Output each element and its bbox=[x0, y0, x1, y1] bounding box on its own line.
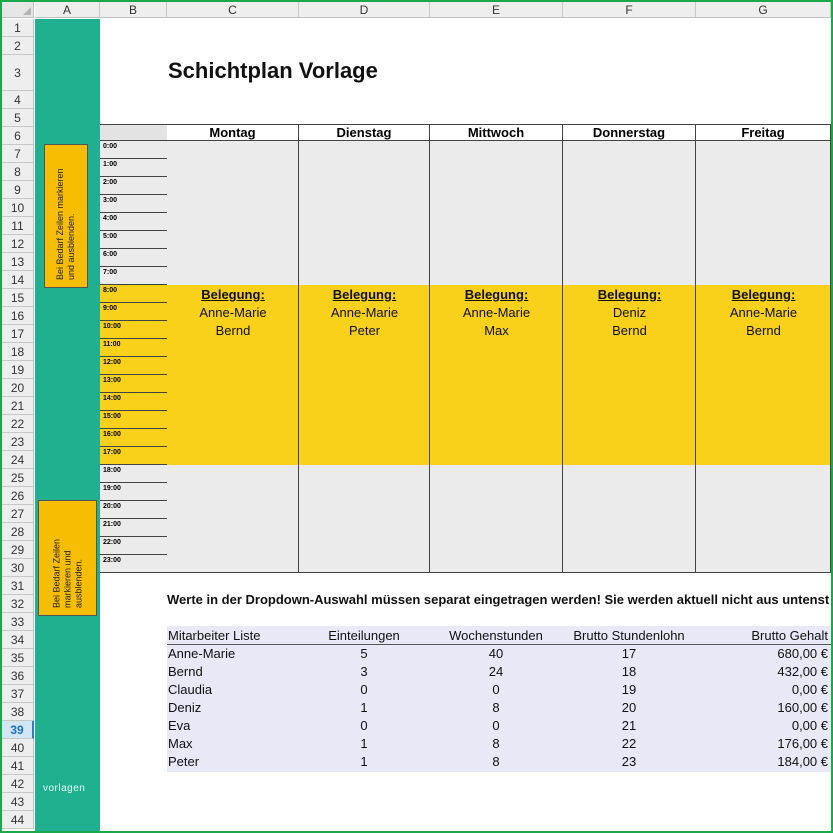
staff-value-cell[interactable]: 432,00 € bbox=[777, 664, 828, 679]
select-all-button[interactable] bbox=[2, 2, 34, 18]
assigned-employee[interactable]: Bernd bbox=[612, 323, 647, 338]
staff-value-cell[interactable]: 8 bbox=[492, 754, 500, 769]
row-header-16[interactable]: 16 bbox=[2, 307, 34, 325]
assigned-employee[interactable]: Deniz bbox=[612, 305, 647, 320]
assigned-employee[interactable]: Bernd bbox=[215, 323, 251, 338]
empty-slot[interactable] bbox=[299, 141, 430, 285]
assigned-employee[interactable]: Anne-Marie bbox=[330, 305, 399, 320]
shift-assignment[interactable] bbox=[299, 286, 430, 340]
staff-value-cell[interactable]: 0 bbox=[360, 718, 368, 733]
row-header-25[interactable]: 25 bbox=[2, 469, 34, 487]
hint-note-bottom[interactable] bbox=[38, 500, 97, 616]
column-header-c[interactable]: C bbox=[167, 2, 299, 18]
row-header-17[interactable]: 17 bbox=[2, 325, 34, 343]
day-header-dienstag[interactable]: Dienstag bbox=[299, 124, 430, 141]
staff-value-cell[interactable]: 0 bbox=[492, 718, 500, 733]
employee-name-cell[interactable]: Bernd bbox=[168, 664, 203, 679]
staff-value-cell[interactable]: 8 bbox=[492, 736, 500, 751]
employee-name-cell[interactable]: Max bbox=[168, 736, 193, 751]
row-header-28[interactable]: 28 bbox=[2, 523, 34, 541]
row-header-34[interactable]: 34 bbox=[2, 631, 34, 649]
time-slot-label[interactable]: 23:00 bbox=[100, 555, 167, 573]
staff-value-cell[interactable]: 22 bbox=[621, 736, 637, 751]
time-slot-label[interactable]: 6:00 bbox=[100, 249, 167, 267]
belegung-label: Belegung: bbox=[332, 287, 397, 302]
employee-name-cell[interactable]: Peter bbox=[168, 754, 200, 769]
table-header-divider bbox=[167, 644, 831, 645]
row-header-7[interactable]: 7 bbox=[2, 145, 34, 163]
time-header-cell bbox=[100, 124, 167, 141]
hint-note-text: Bei Bedarf Zeilen markieren und ausblenden. bbox=[51, 538, 83, 608]
belegung-label: Belegung: bbox=[731, 287, 796, 302]
row-header-42[interactable]: 42 bbox=[2, 775, 34, 793]
row-header-32[interactable]: 32 bbox=[2, 595, 34, 613]
row-header-8[interactable]: 8 bbox=[2, 163, 34, 181]
row-header-9[interactable]: 9 bbox=[2, 181, 34, 199]
assigned-employee[interactable]: Anne-Marie bbox=[729, 305, 798, 320]
assigned-employee[interactable]: Max bbox=[484, 323, 509, 338]
staff-value-cell[interactable]: 24 bbox=[488, 664, 504, 679]
time-slot-label[interactable]: 22:00 bbox=[100, 537, 167, 555]
row-header-24[interactable]: 24 bbox=[2, 451, 34, 469]
employee-name-cell[interactable]: Deniz bbox=[168, 700, 202, 715]
time-slot-label[interactable]: 0:00 bbox=[100, 141, 167, 159]
staff-value-cell[interactable]: 680,00 € bbox=[777, 646, 828, 661]
time-slot-label[interactable]: 15:00 bbox=[100, 411, 167, 429]
empty-slot[interactable] bbox=[167, 141, 299, 285]
empty-slot[interactable] bbox=[563, 465, 696, 573]
staff-value-cell[interactable]: 8 bbox=[492, 700, 500, 715]
shift-assignment[interactable] bbox=[430, 286, 563, 340]
staff-table-header: Mitarbeiter Liste bbox=[168, 628, 261, 643]
row-header-14[interactable]: 14 bbox=[2, 271, 34, 289]
row-header-29[interactable]: 29 bbox=[2, 541, 34, 559]
row-header-18[interactable]: 18 bbox=[2, 343, 34, 361]
row-header-1[interactable]: 1 bbox=[2, 19, 34, 37]
column-header-d[interactable]: D bbox=[299, 2, 430, 18]
empty-slot[interactable] bbox=[430, 141, 563, 285]
staff-value-cell[interactable]: 1 bbox=[360, 754, 368, 769]
row-header-22[interactable]: 22 bbox=[2, 415, 34, 433]
staff-table-header: Brutto Stundenlohn bbox=[573, 628, 685, 643]
belegung-label: Belegung: bbox=[597, 287, 662, 302]
row-header-26[interactable]: 26 bbox=[2, 487, 34, 505]
staff-value-cell[interactable]: 0,00 € bbox=[791, 718, 828, 733]
time-slot-label[interactable]: 9:00 bbox=[100, 303, 167, 321]
time-slot-label[interactable]: 14:00 bbox=[100, 393, 167, 411]
row-header-33[interactable]: 33 bbox=[2, 613, 34, 631]
staff-table-header: Wochenstunden bbox=[449, 628, 543, 643]
row-header-20[interactable]: 20 bbox=[2, 379, 34, 397]
empty-slot[interactable] bbox=[430, 465, 563, 573]
time-slot-label[interactable]: 19:00 bbox=[100, 483, 167, 501]
row-header-27[interactable]: 27 bbox=[2, 505, 34, 523]
row-header-39[interactable]: 39 bbox=[2, 721, 34, 739]
staff-value-cell[interactable]: 160,00 € bbox=[777, 700, 828, 715]
row-header-19[interactable]: 19 bbox=[2, 361, 34, 379]
staff-value-cell[interactable]: 0 bbox=[492, 682, 500, 697]
row-header-11[interactable]: 11 bbox=[2, 217, 34, 235]
staff-value-cell[interactable]: 18 bbox=[621, 664, 637, 679]
shift-assignment[interactable] bbox=[696, 286, 831, 340]
time-slot-label[interactable]: 17:00 bbox=[100, 447, 167, 465]
time-slot-label[interactable]: 20:00 bbox=[100, 501, 167, 519]
row-header-10[interactable]: 10 bbox=[2, 199, 34, 217]
empty-slot[interactable] bbox=[563, 141, 696, 285]
column-header-e[interactable]: E bbox=[430, 2, 563, 18]
day-header-mittwoch[interactable]: Mittwoch bbox=[430, 124, 563, 141]
dropdown-warning: Werte in der Dropdown-Auswahl müssen separat eingetragen werden! Sie werden aktuell nicht aus untenst bbox=[167, 592, 830, 607]
employee-name-cell[interactable]: Claudia bbox=[168, 682, 213, 697]
assigned-employee[interactable]: Bernd bbox=[746, 323, 781, 338]
page-title: Schichtplan Vorlage bbox=[168, 58, 378, 83]
staff-value-cell[interactable]: 176,00 € bbox=[777, 736, 828, 751]
staff-value-cell[interactable]: 21 bbox=[621, 718, 637, 733]
time-slot-label[interactable]: 11:00 bbox=[100, 339, 167, 357]
empty-slot[interactable] bbox=[167, 465, 299, 573]
belegung-label: Belegung: bbox=[464, 287, 529, 302]
time-slot-label[interactable]: 10:00 bbox=[100, 321, 167, 339]
row-header-4[interactable]: 4 bbox=[2, 91, 34, 109]
time-slot-label[interactable]: 12:00 bbox=[100, 357, 167, 375]
empty-slot[interactable] bbox=[299, 465, 430, 573]
row-header-30[interactable]: 30 bbox=[2, 559, 34, 577]
row-header-36[interactable]: 36 bbox=[2, 667, 34, 685]
staff-value-cell[interactable]: 1 bbox=[360, 736, 368, 751]
time-slot-label[interactable]: 16:00 bbox=[100, 429, 167, 447]
row-header-5[interactable]: 5 bbox=[2, 109, 34, 127]
day-header-freitag[interactable]: Freitag bbox=[696, 124, 831, 141]
column-header-f[interactable]: F bbox=[563, 2, 696, 18]
time-slot-label[interactable]: 1:00 bbox=[100, 159, 167, 177]
time-slot-label[interactable]: 3:00 bbox=[100, 195, 167, 213]
staff-value-cell[interactable]: 3 bbox=[360, 664, 368, 679]
day-header-montag[interactable]: Montag bbox=[167, 124, 299, 141]
time-slot-label[interactable]: 13:00 bbox=[100, 375, 167, 393]
row-header-41[interactable]: 41 bbox=[2, 757, 34, 775]
shift-assignment[interactable] bbox=[563, 286, 696, 340]
row-header-21[interactable]: 21 bbox=[2, 397, 34, 415]
row-header-15[interactable]: 15 bbox=[2, 289, 34, 307]
staff-table-header: Brutto Gehalt bbox=[751, 628, 828, 643]
staff-value-cell[interactable]: 1 bbox=[360, 700, 368, 715]
row-header-40[interactable]: 40 bbox=[2, 739, 34, 757]
time-slot-label[interactable]: 4:00 bbox=[100, 213, 167, 231]
time-slot-label[interactable]: 18:00 bbox=[100, 465, 167, 483]
employee-name-cell[interactable]: Eva bbox=[168, 718, 191, 733]
sidebar-band bbox=[35, 19, 100, 831]
empty-slot[interactable] bbox=[696, 465, 831, 573]
hint-note-text: Bei Bedarf Zeilen markieren und ausblenden. bbox=[55, 168, 76, 280]
row-header-12[interactable]: 12 bbox=[2, 235, 34, 253]
row-header-35[interactable]: 35 bbox=[2, 649, 34, 667]
time-slot-label[interactable]: 21:00 bbox=[100, 519, 167, 537]
hint-note-top[interactable] bbox=[44, 144, 88, 288]
row-header-2[interactable]: 2 bbox=[2, 37, 34, 55]
time-slot-label[interactable]: 2:00 bbox=[100, 177, 167, 195]
staff-value-cell[interactable]: 5 bbox=[360, 646, 368, 661]
time-slot-label[interactable]: 5:00 bbox=[100, 231, 167, 249]
staff-value-cell[interactable]: 19 bbox=[621, 682, 637, 697]
column-header-a[interactable]: A bbox=[35, 2, 100, 18]
row-header-38[interactable]: 38 bbox=[2, 703, 34, 721]
assigned-employee[interactable]: Anne-Marie bbox=[462, 305, 531, 320]
brand-logo: vorlagen bbox=[43, 783, 86, 794]
row-header-6[interactable]: 6 bbox=[2, 127, 34, 145]
time-slot-label[interactable]: 7:00 bbox=[100, 267, 167, 285]
belegung-label: Belegung: bbox=[201, 287, 265, 302]
row-header-23[interactable]: 23 bbox=[2, 433, 34, 451]
day-header-donnerstag[interactable]: Donnerstag bbox=[563, 124, 696, 141]
row-header-31[interactable]: 31 bbox=[2, 577, 34, 595]
row-header-3[interactable]: 3 bbox=[2, 55, 34, 91]
assigned-employee[interactable]: Anne-Marie bbox=[199, 305, 267, 320]
staff-value-cell[interactable]: 40 bbox=[488, 646, 504, 661]
staff-value-cell[interactable]: 23 bbox=[621, 754, 637, 769]
time-slot-label[interactable]: 8:00 bbox=[100, 285, 167, 303]
column-header-b[interactable]: B bbox=[100, 2, 167, 18]
row-header-43[interactable]: 43 bbox=[2, 793, 34, 811]
staff-value-cell[interactable]: 184,00 € bbox=[777, 754, 828, 769]
staff-value-cell[interactable]: 0,00 € bbox=[791, 682, 828, 697]
assigned-employee[interactable]: Peter bbox=[348, 323, 381, 338]
staff-value-cell[interactable]: 0 bbox=[360, 682, 368, 697]
staff-table-header: Einteilungen bbox=[328, 628, 400, 643]
row-header-44[interactable]: 44 bbox=[2, 811, 34, 829]
staff-value-cell[interactable]: 17 bbox=[621, 646, 637, 661]
shift-assignment[interactable] bbox=[167, 286, 299, 340]
empty-slot[interactable] bbox=[696, 141, 831, 285]
column-header-g[interactable]: G bbox=[696, 2, 831, 18]
staff-value-cell[interactable]: 20 bbox=[621, 700, 637, 715]
employee-name-cell[interactable]: Anne-Marie bbox=[168, 646, 236, 661]
row-header-37[interactable]: 37 bbox=[2, 685, 34, 703]
row-header-13[interactable]: 13 bbox=[2, 253, 34, 271]
